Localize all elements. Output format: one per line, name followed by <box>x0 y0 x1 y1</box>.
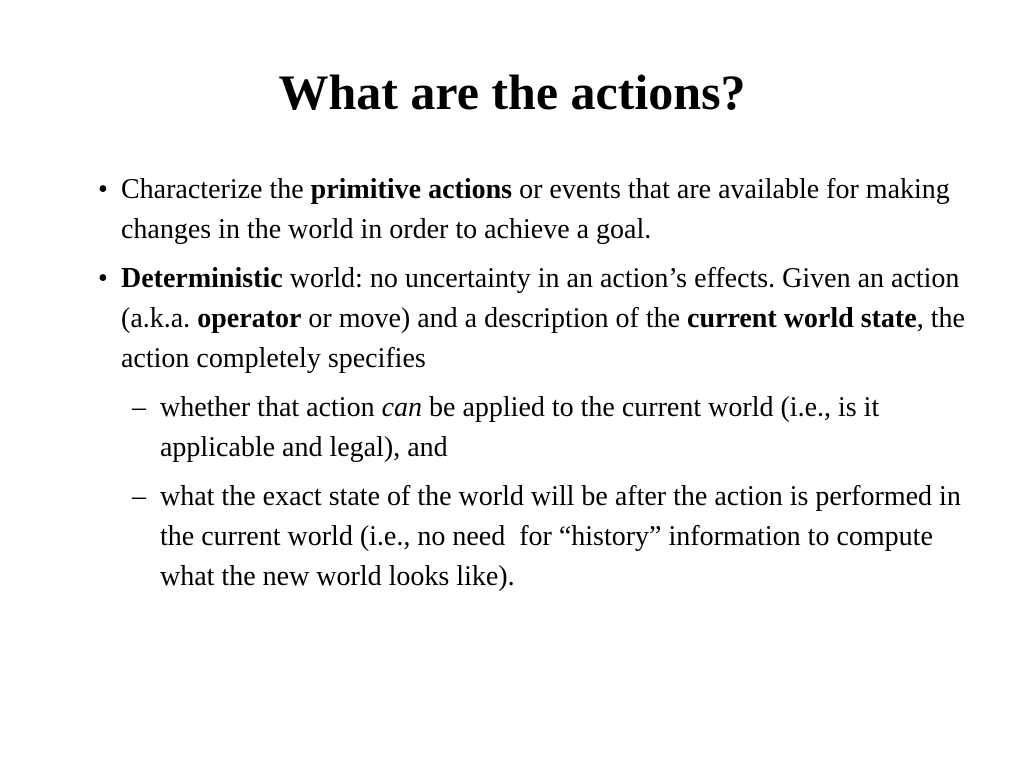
subbullet-marker: – <box>132 392 146 423</box>
bullet-marker: • <box>98 263 108 294</box>
italic-term-can: can <box>381 392 423 423</box>
slide-body <box>96 170 976 606</box>
bullet-deterministic-world <box>96 259 976 379</box>
subbullet-text: be applied to the current world (i.e., is it applicable and legal), and <box>160 392 880 463</box>
subbullet-exact-state <box>96 477 976 597</box>
subbullet-can-be-applied <box>96 388 976 468</box>
bullet-marker: • <box>98 174 108 205</box>
bold-term-deterministic: Deterministic <box>121 263 283 294</box>
bold-term-current-world-state: current world state <box>687 303 917 334</box>
subbullet-marker: – <box>132 481 146 512</box>
bullet-text: Characterize the <box>121 174 311 205</box>
bullet-text: world: no uncertainty in an action’s effects. Given an action (a.k.a. <box>121 263 960 334</box>
bullet-primitive-actions <box>96 170 976 250</box>
bold-term-operator: operator <box>197 303 302 334</box>
bold-term-primitive-actions: primitive actions <box>310 174 513 205</box>
bullet-text: or events that are available for making changes in the world in order to achieve a goal. <box>121 174 950 245</box>
bullet-text: or move) and a description of the <box>301 303 688 334</box>
subbullet-text: what the exact state of the world will be after the action is performed in the current world (i.e., no need for “history” information to compute what the new world looks like). <box>160 481 968 592</box>
slide-title: What are the actions? <box>278 64 746 120</box>
subbullet-text: whether that action <box>160 392 382 423</box>
bullet-text: , the action completely specifies <box>121 303 965 374</box>
